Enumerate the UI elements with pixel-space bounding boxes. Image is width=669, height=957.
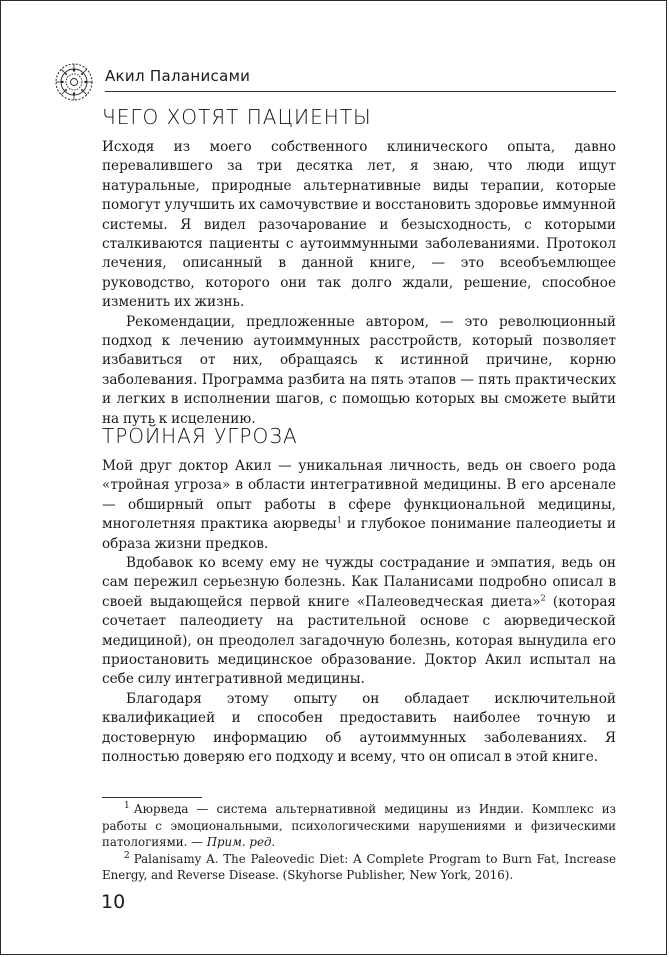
section-body-triple-threat [102, 457, 616, 768]
footnote-number: 1 [124, 801, 130, 812]
paragraph-text: и глубокое понимание палеодиеты и образа жизни предков. [102, 516, 616, 552]
paragraph: Исходя из моего собственного клинического опыта, давно перевалившего за три десятка лет, я знаю, что люди ищут натуральные, природные альтернативные виды терапии, которые помогут улучшить их самочувствие и восстановить здоровье иммунной системы. Я видел разочарование и безысходность, с которыми сталкиваются пациенты с аутоиммунными заболеваниями. Протокол лечения, описанный в данной книге, — это всеобъемлющее руководство, которого они так долго ждали, решение, способное изменить их жизнь. [102, 139, 616, 311]
header-rule [105, 91, 616, 92]
footnote-ref[interactable]: 1 [336, 515, 342, 525]
page-number: 10 [101, 891, 126, 913]
footnote-2 [102, 851, 616, 884]
footnote-ref[interactable]: 2 [540, 593, 546, 603]
section-title-triple-threat: ТРОЙНАЯ УГРОЗА [102, 424, 298, 448]
section-body-patients [102, 138, 616, 429]
footnote-rule [102, 797, 202, 798]
section-title-patients: ЧЕГО ХОТЯТ ПАЦИЕНТЫ [102, 105, 372, 129]
footnote-1 [102, 801, 616, 851]
paragraph [102, 457, 616, 554]
paragraph: Рекомендации, предложенные автором, — это революционный подход к лечению аутоиммунных расстройств, который позволяет избавиться от них, обращаясь к истинной причине, корню заболевания. Программа разбита на пять этапов — пять практических и легких в исполнении шагов, с помощью которых вы сможете выйти на путь к исцелению. [102, 313, 616, 427]
running-header [53, 61, 616, 101]
paragraph-text: Мой друг доктор Акил — уникальная личность, ведь он своего рода «тройная угроза» в области интегративной медицины. В его арсенале — обширный опыт работы в сфере функциональной медицины, многолетняя практика аюрведы [102, 458, 616, 533]
footnotes [102, 801, 616, 884]
running-head-author: Акил Паланисами [105, 67, 251, 85]
footnote-text: Palanisamy A. The Paleovedic Diet: A Complete Program to Burn Fat, Increase Energy, and Reverse Disease. (Skyhorse Publisher, New York, 2016). [102, 851, 616, 883]
paragraph [102, 554, 616, 690]
paragraph-text: (которая сочетает палеодиету на растительной основе с аюрведической медициной), он преодолел загадочную болезнь, которая вынудила его приостановить медицинское образование. Доктор Акил испытал на себе силу интегративной медицины. [102, 593, 616, 688]
footnote-number: 2 [124, 850, 130, 861]
editor-note: Прим. ред. [206, 835, 276, 850]
paragraph: Благодаря этому опыту он обладает исключительной квалификацией и способен предоставить наиболее точную и достоверную информацию об аутоиммунных заболеваниях. Я полностью доверяю его подходу и всему, что он описал в этой книге. [102, 690, 616, 766]
footnote-text: Аюрведа — система альтернативной медицины из Индии. Комплекс из работы с эмоциональными, психологическими нарушениями и физическими патологиями. — [102, 802, 616, 850]
paragraph-text: Вдобавок ко всему ему не чужды сострадание и эмпатия, ведь он сам пережил серьезную болезнь. Как Паланисами подробно описал в своей выдающейся первой книге «Палеоведческая диета» [102, 555, 616, 610]
mandala-ornament-icon [53, 61, 95, 103]
